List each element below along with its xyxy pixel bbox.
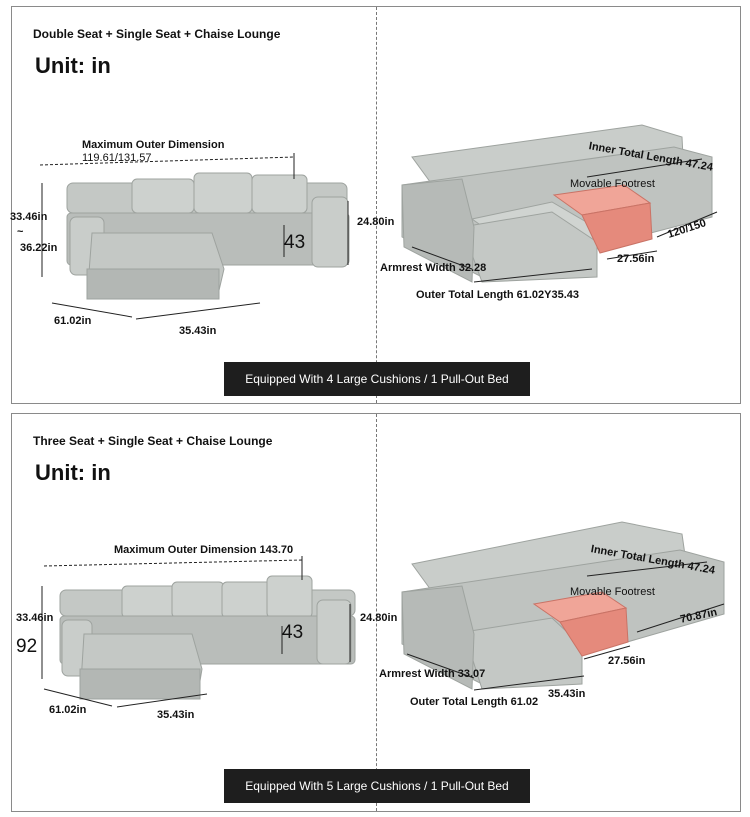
sofa-right-drawing	[402, 125, 712, 282]
panel-title: Three Seat + Single Seat + Chaise Lounge	[33, 434, 273, 448]
sofa-left-drawing	[67, 173, 349, 299]
max-outer-label: Maximum Outer Dimension 143.70	[114, 544, 294, 556]
feature-banner: Equipped With 4 Large Cushions / 1 Pull-Out Bed	[224, 362, 530, 396]
back-height-max-label: 36.22in	[20, 242, 58, 254]
unit-label: Unit: in	[35, 53, 111, 78]
arm-height-label: 24.80in	[360, 612, 398, 624]
chaise-width-label: 35.43in	[157, 709, 195, 721]
unit-label: Unit: in	[35, 460, 111, 485]
armrest-width-label: Armrest Width 33.07	[379, 668, 486, 680]
max-outer-value: 119.61/131.57	[82, 152, 152, 164]
arm-height-label: 24.80in	[357, 216, 395, 228]
back-height-label: 33.46in	[10, 211, 48, 223]
sofa-left-drawing	[60, 576, 355, 699]
sofa-illustrations	[12, 7, 742, 405]
panel-double-seat	[11, 6, 741, 404]
max-outer-title: Maximum Outer Dimension	[82, 139, 225, 151]
outer-length-label: Outer Total Length 61.02Y35.43	[416, 289, 580, 301]
height-separator: ~	[17, 226, 24, 238]
panel-three-seat	[11, 413, 741, 812]
seat-depth-label: 120/150	[666, 217, 708, 241]
chaise-width-label: 35.43in	[179, 325, 217, 337]
chaise-width-label-right: 35.43in	[548, 688, 586, 700]
depth-label: 61.02in	[49, 704, 87, 716]
panel-title: Double Seat + Single Seat + Chaise Lounge	[33, 27, 281, 41]
inner-length-label: Inner Total Length 47.24	[589, 543, 716, 577]
seat-depth-label: 70.87in	[679, 606, 719, 626]
footrest-width-label: 27.56in	[617, 253, 655, 265]
footrest-label: Movable Footrest	[570, 586, 655, 598]
inner-length-label: Inner Total Length 47.24	[587, 140, 714, 174]
footrest-width-label: 27.56in	[608, 655, 646, 667]
footrest-label: Movable Footrest	[570, 178, 655, 190]
sofa-right-drawing	[402, 522, 724, 689]
seat-height-label: 43	[282, 622, 304, 643]
height-big-label: 92	[16, 636, 38, 657]
armrest-width-label: Armrest Width 32.28	[380, 262, 487, 274]
back-height-label: 33.46in	[16, 612, 54, 624]
depth-label: 61.02in	[54, 315, 92, 327]
seat-height-label: 43	[284, 232, 306, 253]
outer-length-label: Outer Total Length 61.02	[410, 696, 539, 708]
feature-banner: Equipped With 5 Large Cushions / 1 Pull-Out Bed	[224, 769, 530, 803]
